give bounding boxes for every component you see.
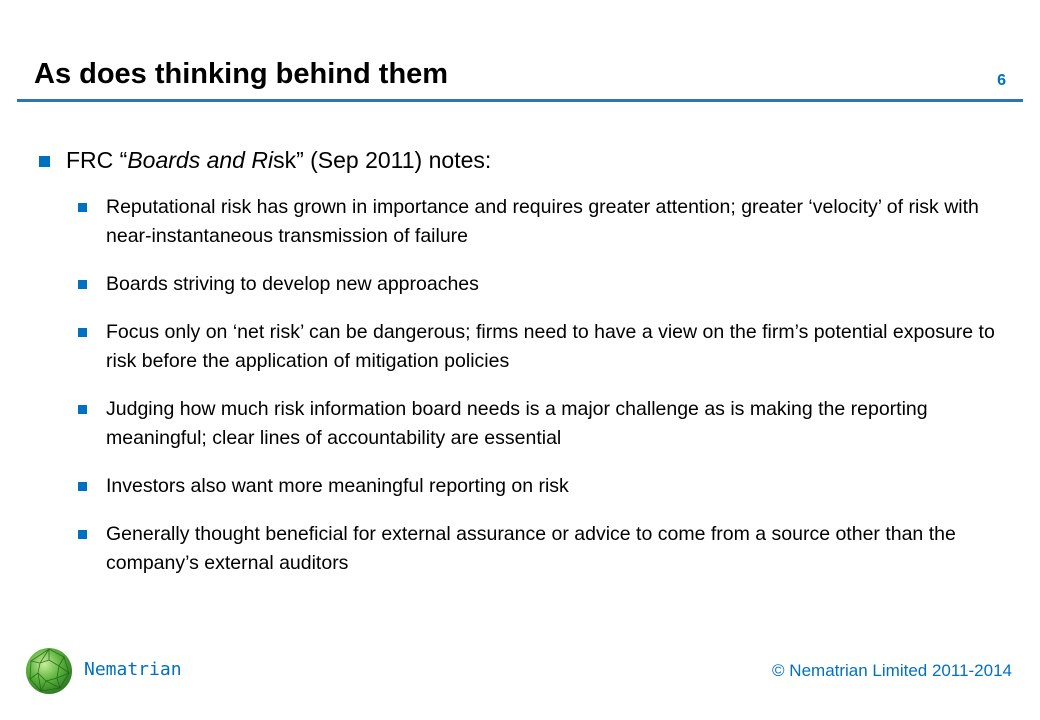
slide-content bbox=[36, 145, 996, 597]
sub-bullet-text: Boards striving to develop new approaches bbox=[106, 273, 479, 295]
sub-bullet-item bbox=[76, 520, 996, 578]
sub-bullet-item bbox=[76, 193, 996, 251]
main-bullet-item bbox=[36, 145, 996, 175]
sub-bullet-item bbox=[76, 472, 996, 501]
footer-brand: Nematrian bbox=[84, 659, 182, 680]
sub-bullet-text: Judging how much risk information board needs is a major challenge as is making the reporting meaningful; clear lines of accountability are essential bbox=[106, 398, 928, 449]
square-bullet-icon bbox=[78, 405, 87, 414]
report-title-tail: sk bbox=[273, 147, 297, 173]
square-bullet-icon bbox=[78, 328, 87, 337]
sub-bullet-text: Investors also want more meaningful reporting on risk bbox=[106, 475, 569, 497]
slide-title: As does thinking behind them bbox=[34, 58, 449, 90]
main-bullet-suffix: ” (Sep 2011) notes: bbox=[296, 147, 492, 173]
footer-copyright: © Nematrian Limited 2011-2014 bbox=[772, 661, 1012, 680]
square-bullet-icon bbox=[39, 156, 50, 167]
sub-bullet-text: Reputational risk has grown in importance and requires greater attention; greater ‘velocity’ of risk with near-instantaneous transmission of failure bbox=[106, 196, 979, 247]
square-bullet-icon bbox=[78, 482, 87, 491]
sub-bullet-text: Generally thought beneficial for external assurance or advice to come from a source other than the company’s external auditors bbox=[106, 523, 956, 574]
sub-bullet-text: Focus only on ‘net risk’ can be dangerous; firms need to have a view on the firm’s potential exposure to risk before the application of mitigation policies bbox=[106, 321, 995, 372]
sub-bullet-item bbox=[76, 318, 996, 376]
square-bullet-icon bbox=[78, 203, 87, 212]
square-bullet-icon bbox=[78, 530, 87, 539]
title-divider bbox=[17, 99, 1023, 102]
square-bullet-icon bbox=[78, 280, 87, 289]
sub-bullet-item bbox=[76, 270, 996, 299]
green-geodesic-sphere-icon bbox=[24, 646, 74, 696]
sub-bullet-item bbox=[76, 395, 996, 453]
main-bullet-prefix: FRC “ bbox=[66, 147, 128, 173]
page-number: 6 bbox=[997, 72, 1006, 89]
report-title-italic: Boards and Ri bbox=[127, 147, 274, 173]
